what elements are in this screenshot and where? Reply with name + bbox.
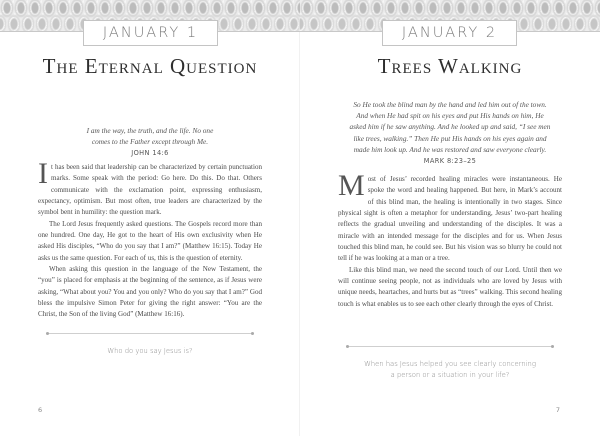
- scripture-verse: [312, 99, 588, 167]
- verse-line: asked him if he saw anything. And he looked up and said, “I see men: [349, 122, 551, 132]
- devotion-title: Trees Walking: [377, 54, 523, 78]
- verse-line: like trees, walking.” Then He put His hands on his eyes again and: [353, 133, 547, 143]
- page-number: 6: [38, 406, 43, 414]
- prompt-line: When has Jesus helped you see clearly concerning: [364, 360, 536, 368]
- verse-line: So He took the blind man by the hand and led him out of the town.: [353, 100, 547, 109]
- devotion-body: [38, 157, 262, 321]
- right-page: [300, 0, 600, 436]
- prompt-line: a person or a situation in your life?: [390, 371, 510, 380]
- section-divider: [48, 333, 252, 334]
- paragraph: The Lord Jesus frequently asked questions. The Gospels record more than one hundred. One day, He got to the heart of His own exclusivity when He asked His disciples, “Who do you say that I am?” (Matthew 16:15). Today He asks us the same question. For each of us, this is the question of eternity.: [38, 219, 262, 262]
- reflection-prompt: [330, 359, 570, 382]
- page-number: 7: [555, 406, 560, 414]
- verse-line: And when He had spit on his eyes and put His hands on him, He: [356, 111, 544, 121]
- drop-cap: M: [338, 169, 365, 202]
- date-label: JANUARY 2: [382, 20, 517, 46]
- drop-cap: I: [38, 157, 48, 190]
- verse-reference: MARK 8:23–25: [423, 157, 477, 166]
- verse-line: I am the way, the truth, and the life. No one: [86, 126, 214, 135]
- paragraph: Most of Jesus’ recorded healing miracles were instantaneous. He spoke the word and healing happened. But here, in Mark’s account of this blind man, the healing is intentionally in two stages. Since physical sight is often a metaphor for understanding, Jesus’ two-part healing reflects the gradual unveiling and understanding of the disciples. It was a miracle with an intended message for the disciples and for us. When Jesus touched this blind man, he could see. But his vision was so blurry he could not tell if he was looking at a man or a tree.: [338, 169, 562, 263]
- verse-reference: JOHN 14:6: [131, 149, 169, 158]
- devotion-body: [338, 169, 562, 310]
- section-divider: [348, 346, 552, 347]
- paragraph: When asking this question in the language of the New Testament, the “you” is placed for emphasis at the beginning of the sentence, as if Jesus were asking, “What about you? You and you only? Who do you say that I am?” God bless the impulsive Simon Peter for giving the right answer: “You are the Christ, the Son of the living God” (Matthew 16:16).: [38, 265, 262, 319]
- scripture-verse: [20, 125, 280, 160]
- devotion-title: The Eternal Question: [42, 54, 258, 78]
- paragraph: Like this blind man, we need the second touch of our Lord. Until then we will continue seeing people, not as individuals who are loved by Jesus with unique needs, heartaches, and hurts but as “trees” walking. This second healing touch is what enables us to see each other clearly through the eyes of Christ.: [338, 265, 562, 308]
- verse-line: made him look up. And he was restored and saw everyone clearly.: [353, 144, 547, 154]
- paragraph: It has been said that leadership can be characterized by certain punctuation marks. Some speak with the period: Go here. Do this. Do that. Others communicate with the exclamation point, expressing enthusiasm, expectancy, optimism. But most often, true leaders are characterized by the symbol bent in humility: the question mark.: [38, 157, 262, 217]
- verse-line: comes to the Father except through Me.: [91, 137, 209, 147]
- date-label: JANUARY 1: [83, 20, 218, 46]
- reflection-prompt: Who do you say Jesus is?: [107, 347, 193, 355]
